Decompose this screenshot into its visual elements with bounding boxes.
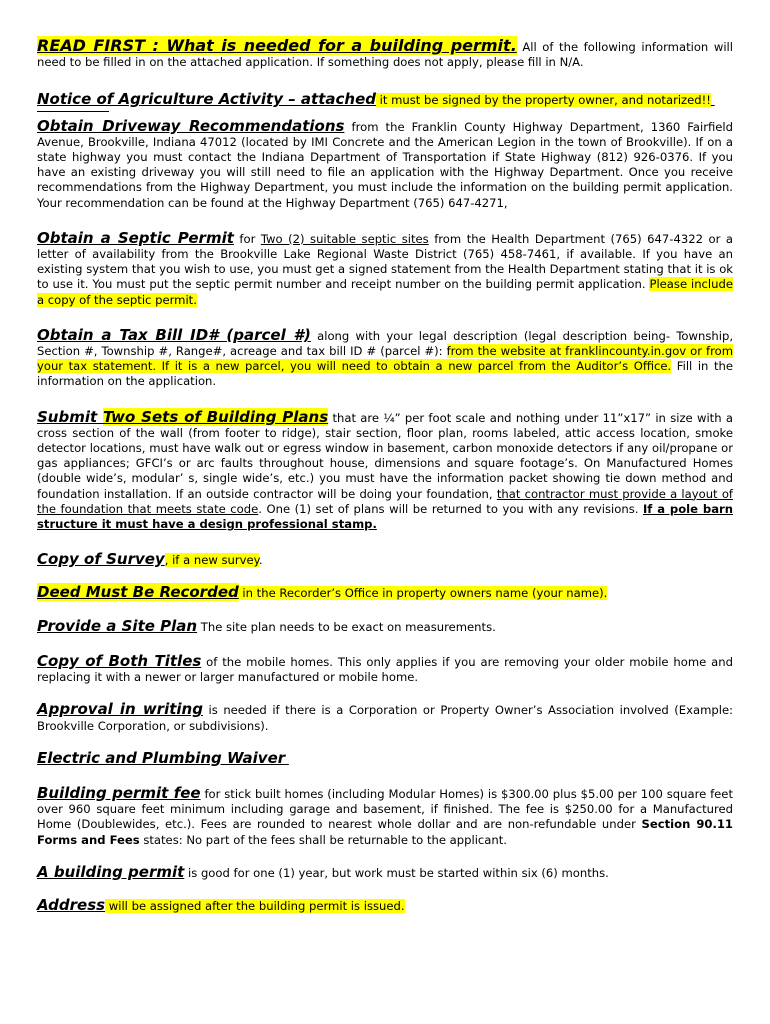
intro-paragraph (37, 38, 733, 70)
pole-barn-note: If a pole barn structure it must have a design professional stamp. (37, 501, 733, 532)
driveway-paragraph (37, 116, 734, 211)
taxbill-website-note: from the website at franklincounty.in.gov or from your tax statement. If it is a new parcel, you will need to obtain a new parcel from the Auditor’s Office. (37, 344, 733, 374)
septic-sites-text: Two (2) suitable septic sites (260, 231, 429, 246)
siteplan-paragraph: Provide a Site Plan The site plan needs to be exact on measurements. (37, 616, 496, 635)
survey-heading: Copy of Survey (37, 550, 165, 569)
contractor-note: that contractor must provide a layout of the foundation that meets state code (37, 486, 733, 516)
waiver-paragraph (37, 748, 733, 767)
survey-paragraph: Copy of Survey, if a new survey. (37, 550, 263, 569)
titles-heading: Copy of Both Titles (37, 651, 202, 670)
section-reference: Section 90.11 Forms and Fees (37, 817, 733, 847)
plans-paragraph: Submit Two Sets of Building Plans that are ¼” per foot scale and nothing under 11”x17” in size with a cross section of the wall (from footer to ridge), stair section, floor plan, rooms labeled, attic access location, smoke detector locations, must have walk out or egress window in basement, carbon monoxide detectors if any oil/propane or gas appliances; GFCI’s or arc faults throughout house, dimensions and square footage’s. On Manufactured Homes (double wide’s, modular’ s, single wide’s, etc.) you must have the information packet showing tie down method and foundation installation. If an outside contractor will be doing your foundation, that contractor must provide a layout of the foundation that meets state code. One (1) set of plans will be returned to you with any revisions. If a pole barn structure it must have a design professional stamp. (37, 407, 733, 532)
agriculture-paragraph (37, 92, 733, 108)
intro-text: All of the following information will need to be filled in on the attached application. If something does not apply, please fill in N/A. (37, 40, 733, 70)
fee-paragraph: Building permit fee for stick built homes (including Modular Homes) is $300.00 plus $5.00 per 100 square feet over 960 square feet minimum including garage and basement, if finished. The fee is $250.00 for a Manufactured Home (Doublewides, etc.). Fees are rounded to nearest whole dollar and are non-refundable under Section 90.11 Forms and Fees states: No part of the fees shall be returnable to the applicant. (37, 783, 733, 847)
deed-heading: Deed Must Be Recorded (37, 583, 239, 602)
driveway-heading: Obtain Driveway Recommendations (37, 116, 345, 135)
plans-heading: Two Sets of Building Plans (103, 407, 329, 426)
agriculture-heading: Notice of Agriculture Activity – attached (37, 90, 376, 109)
agriculture-text: it must be signed by the property owner, and notarized!! (375, 93, 711, 108)
taxbill-heading: Obtain a Tax Bill ID# (parcel #) (37, 325, 311, 344)
titles-paragraph: Copy of Both Titles of the mobile homes. This only applies if you are removing your older mobile home and replacing it with a newer or larger manufactured or mobile home. (37, 651, 733, 685)
waiver-heading: Electric and Plumbing Waiver (37, 748, 286, 767)
permit-paragraph: A building permit is good for one (1) year, but work must be started within six (6) months. (37, 862, 609, 881)
septic-note: Please include a copy of the septic permit. (37, 277, 733, 307)
page-title: READ FIRST : What is needed for a building permit. (37, 36, 517, 55)
document-page (37, 38, 733, 914)
deed-paragraph: Deed Must Be Recorded in the Recorder’s Office in property owners name (your name). (37, 583, 608, 602)
plans-heading-prefix: Submit (37, 407, 103, 426)
driveway-text: from the Franklin County Highway Department, 1360 Fairfield Avenue, Brookville, Indiana 47012 (located by IMI Concrete and the American Legion in the town of Brookville). If on a state highway you must contact the Indiana Department of Transportation if State Highway (812) 926-0376. If you have an existing driveway you will still need to file an application with the Highway Department. Once you receive recommendations from the Highway Department, you must include the information on the building permit application. Your recommendation can be found at the Highway Department (765) 647-4271, (37, 119, 734, 210)
septic-paragraph: Obtain a Septic Permit for Two (2) suitable septic sites from the Health Department (765) 647-4322 or a letter of availability from the Brookville Lake Regional Waste District (765) 458-7461, if available. If you have an existing system that you wish to use, you must get a signed statement from the Health Department stating that it is ok to use it. You must put the septic permit number and receipt number on the building permit application. Please include a copy of the septic permit. (37, 228, 733, 307)
fee-heading: Building permit fee (37, 783, 201, 802)
siteplan-heading: Provide a Site Plan (37, 616, 198, 635)
approval-heading: Approval in writing (37, 700, 203, 719)
address-paragraph: Address will be assigned after the building permit is issued. (37, 895, 405, 914)
permit-heading: A building permit (37, 862, 185, 881)
septic-heading: Obtain a Septic Permit (37, 228, 234, 247)
address-heading: Address (37, 895, 106, 914)
taxbill-paragraph: Obtain a Tax Bill ID# (parcel #) along with your legal description (legal description being- Township, Section #, Township #, Range#, acreage and tax bill ID # (parcel #): from the website at franklincounty.in.gov or from your tax statement. If it is a new parcel, you will need to obtain a new parcel from the Auditor’s Office. Fill in the information on the application. (37, 325, 734, 389)
approval-paragraph: Approval in writing is needed if there is a Corporation or Property Owner’s Association involved (Example: Brookville Corporation, or subdivisions). (37, 700, 733, 733)
